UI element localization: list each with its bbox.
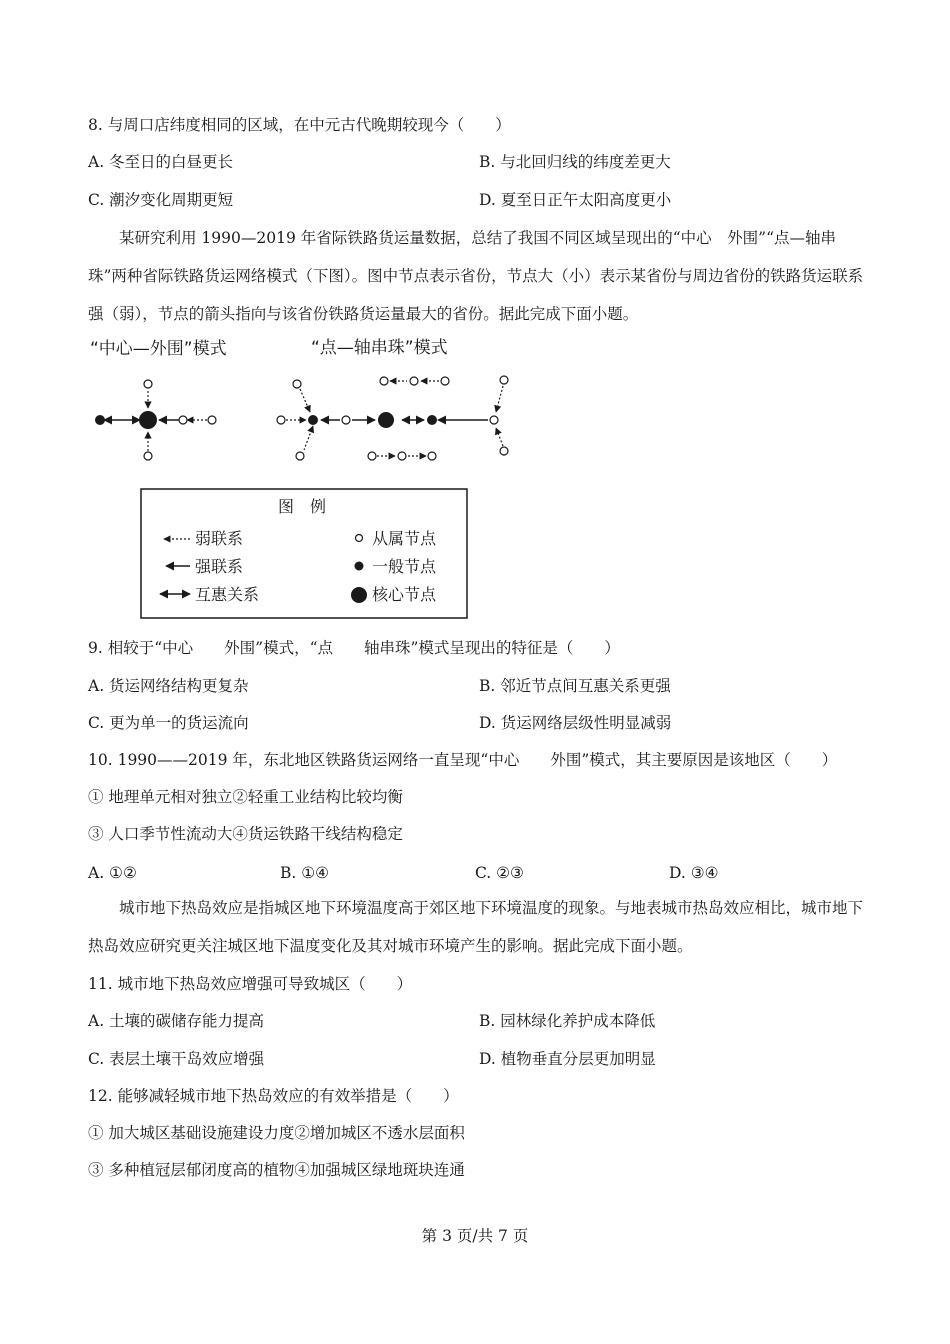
- legend-core-node: 核心节点: [372, 585, 437, 604]
- center-periphery-model: [95, 380, 216, 460]
- q12-statements-1: ① 加大城区基础设施建设力度②增加城区不透水层面积: [88, 1124, 465, 1142]
- q10-stem: 10. 1990——2019 年，东北地区铁路货运网络一直呈现“中心 外围”模式，其主要原因是该地区（ ）: [88, 751, 838, 769]
- legend-subordinate-node: 从属节点: [372, 529, 437, 548]
- q11-option-a: A. 土壤的碳储存能力提高: [88, 1012, 265, 1030]
- intro-paragraph-rail: 某研究利用 1990—2019 年省际铁路货运量数据，总结了我国不同区域呈现出的“中心 外围”“点—轴串珠”两种省际铁路货运网络模式（下图）。图中节点表示省份，节点大（小）表示某省份与周边省份的铁路货运联系强（弱），节点的箭头指向与该省份铁路货运量最大的省份。据此完成下面小题。: [88, 229, 864, 323]
- q9-stem: 9. 相较于“中心 外围”模式，“点 轴串珠”模式呈现出的特征是（ ）: [88, 639, 620, 657]
- q8-option-b: B. 与北回归线的纬度差更大: [479, 153, 671, 171]
- legend-title: 图 例: [278, 497, 327, 516]
- legend-strong-link: 强联系: [195, 557, 244, 576]
- q10-option-a: A. ①②: [88, 864, 137, 882]
- q11-option-c: C. 表层土壤干岛效应增强: [88, 1050, 265, 1068]
- point-axis-model: [277, 376, 508, 460]
- q9-option-b: B. 邻近节点间互惠关系更强: [479, 677, 671, 695]
- q11-option-d: D. 植物垂直分层更加明显: [479, 1050, 656, 1068]
- q10-option-d: D. ③④: [669, 864, 719, 882]
- q8-stem: 8. 与周口店纬度相同的区域，在中元古代晚期较现今（ ）: [88, 116, 511, 134]
- page-footer: 第 3 页/共 7 页: [421, 1227, 529, 1245]
- q10-statements-1: ① 地理单元相对独立②轻重工业结构比较均衡: [88, 788, 403, 806]
- q9-option-a: A. 货运网络结构更复杂: [88, 677, 249, 695]
- legend-mutual-link: 互惠关系: [195, 585, 260, 604]
- q10-option-c: C. ②③: [475, 864, 524, 882]
- q11-option-b: B. 园林绿化养护成本降低: [479, 1012, 656, 1030]
- q9-option-d: D. 货运网络层级性明显减弱: [479, 714, 672, 732]
- figure-legend: [141, 489, 467, 618]
- q11-stem: 11. 城市地下热岛效应增强可导致城区（ ）: [88, 975, 413, 993]
- q9-option-c: C. 更为单一的货运流向: [88, 714, 249, 732]
- q8-option-d: D. 夏至日正午太阳高度更小: [479, 191, 672, 209]
- q10-options: [88, 862, 788, 884]
- legend-general-node: 一般节点: [372, 557, 437, 576]
- q12-stem: 12. 能够减轻城市地下热岛效应的有效举措是（ ）: [88, 1087, 459, 1105]
- q10-option-b: B. ①④: [280, 864, 330, 882]
- intro-paragraph-heat-island: 城市地下热岛效应是指城区地下环境温度高于郊区地下环境温度的现象。与地表城市热岛效应相比，城市地下热岛效应研究更关注城区地下温度变化及其对城市环境产生的影响。据此完成下面小题。: [88, 899, 864, 955]
- figure-title-left: “中心—外围”模式: [90, 339, 227, 359]
- rail-network-figure: [78, 330, 528, 630]
- legend-weak-link: 弱联系: [195, 529, 244, 548]
- q8-option-c: C. 潮汐变化周期更短: [88, 191, 234, 209]
- q8-option-a: A. 冬至日的白昼更长: [88, 153, 234, 171]
- q12-statements-2: ③ 多种植冠层郁闭度高的植物④加强城区绿地斑块连通: [88, 1161, 465, 1179]
- q10-statements-2: ③ 人口季节性流动大④货运铁路干线结构稳定: [88, 825, 403, 843]
- figure-title-right: “点—轴串珠”模式: [311, 338, 448, 358]
